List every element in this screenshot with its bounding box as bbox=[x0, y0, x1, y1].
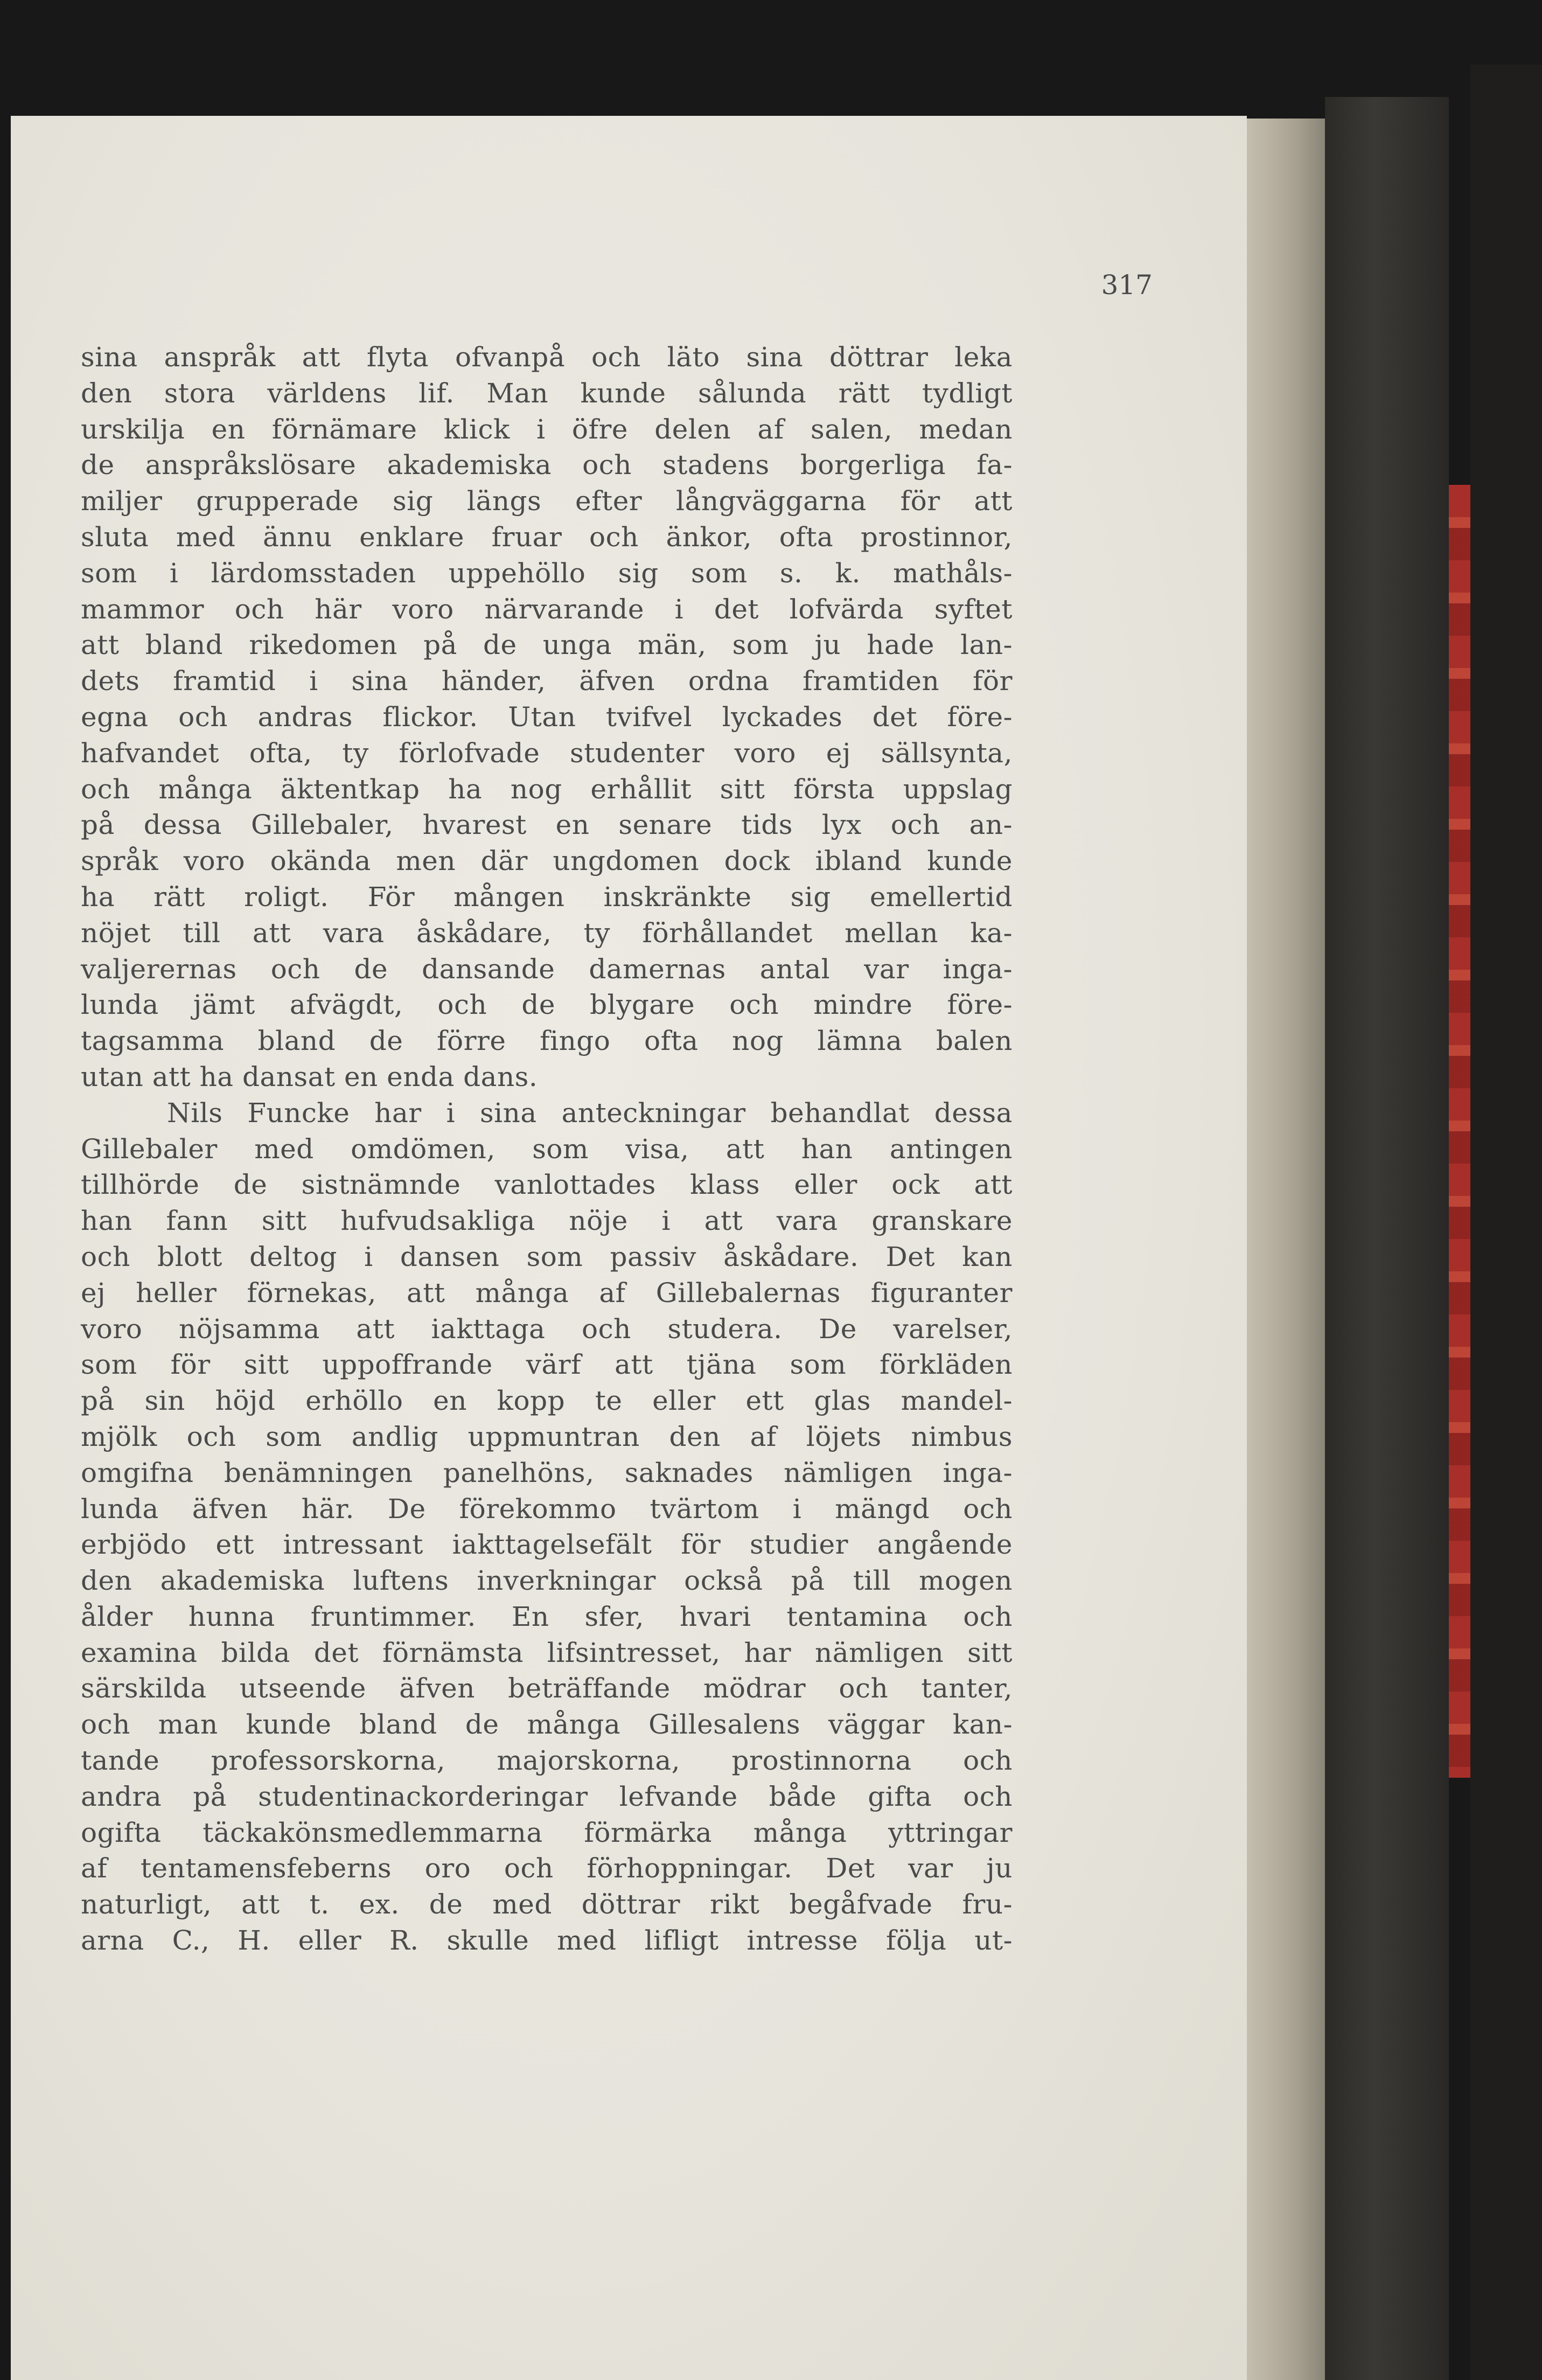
page-stack-edge bbox=[1239, 119, 1325, 2380]
text-line: lunda jämt afvägdt, och de blygare och mindre före- bbox=[81, 989, 1013, 1021]
text-line: Nils Funcke har i sina anteckningar behandlat dessa bbox=[167, 1097, 1013, 1129]
text-line: ej heller förnekas, att många af Gillebalernas figuranter bbox=[81, 1277, 1013, 1309]
text-line: naturligt, att t. ex. de med döttrar rikt begåfvade fru- bbox=[81, 1889, 1013, 1920]
text-line: på dessa Gillebaler, hvarest en senare tids lyx och an- bbox=[81, 809, 1013, 841]
text-line: han fann sitt hufvudsakliga nöje i att vara granskare bbox=[81, 1205, 1013, 1237]
text-line: den stora världens lif. Man kunde sålunda rätt tydligt bbox=[81, 377, 1013, 409]
text-line: på sin höjd erhöllo en kopp te eller ett glas mandel- bbox=[81, 1385, 1013, 1417]
text-line: urskilja en förnämare klick i öfre delen af salen, medan bbox=[81, 413, 1013, 445]
body-text bbox=[81, 339, 1013, 1959]
spine-decoration bbox=[1449, 485, 1470, 1778]
text-line: mammor och här voro närvarande i det lofvärda syftet bbox=[81, 593, 1013, 625]
text-line: språk voro okända men där ungdomen dock ibland kunde bbox=[81, 845, 1013, 877]
text-line: mjölk och som andlig uppmuntran den af löjets nimbus bbox=[81, 1421, 1013, 1452]
text-line: examina bilda det förnämsta lifsintresset, har nämligen sitt bbox=[81, 1637, 1013, 1668]
text-line: tillhörde de sistnämnde vanlottades klass eller ock att bbox=[81, 1169, 1013, 1201]
text-line: särskilda utseende äfven beträffande mödrar och tanter, bbox=[81, 1673, 1013, 1704]
text-line: de anspråkslösare akademiska och stadens borgerliga fa- bbox=[81, 449, 1013, 481]
text-line: att bland rikedomen på de unga män, som ju hade lan- bbox=[81, 629, 1013, 661]
book-cover-edge bbox=[1470, 65, 1542, 2380]
text-line: och många äktentkap ha nog erhållit sitt första uppslag bbox=[81, 773, 1013, 805]
text-line: andra på studentinackorderingar lefvande både gifta och bbox=[81, 1780, 1013, 1812]
text-line: sluta med ännu enklare fruar och änkor, ofta prostinnor, bbox=[81, 521, 1013, 553]
text-line: ogifta täckakönsmedlemmarna förmärka många yttringar bbox=[81, 1817, 1013, 1848]
book-spine bbox=[1325, 97, 1449, 2380]
text-line: den akademiska luftens inverkningar också på till mogen bbox=[81, 1565, 1013, 1597]
text-line: Gillebaler med omdömen, som visa, att han antingen bbox=[81, 1133, 1013, 1165]
text-line: ålder hunna fruntimmer. En sfer, hvari tentamina och bbox=[81, 1600, 1013, 1632]
text-line: ha rätt roligt. För mången inskränkte sig emellertid bbox=[81, 881, 1013, 913]
text-line: nöjet till att vara åskådare, ty förhållandet mellan ka- bbox=[81, 917, 1013, 949]
text-line: hafvandet ofta, ty förlofvade studenter voro ej sällsynta, bbox=[81, 737, 1013, 769]
text-line: miljer grupperade sig längs efter långväggarna för att bbox=[81, 485, 1013, 517]
text-line: tagsamma bland de förre fingo ofta nog lämna balen bbox=[81, 1025, 1013, 1057]
text-line: och blott deltog i dansen som passiv åskådare. Det kan bbox=[81, 1241, 1013, 1272]
text-line: utan att ha dansat en enda dans. bbox=[81, 1061, 538, 1092]
page-number: 317 bbox=[1101, 269, 1153, 301]
text-line: lunda äfven här. De förekommo tvärtom i mängd och bbox=[81, 1493, 1013, 1525]
text-line: arna C., H. eller R. skulle med lifligt intresse följa ut- bbox=[81, 1925, 1013, 1957]
text-line: voro nöjsamma att iakttaga och studera. De varelser, bbox=[81, 1313, 1013, 1345]
text-line: egna och andras flickor. Utan tvifvel lyckades det före- bbox=[81, 701, 1013, 733]
text-line: som för sitt uppoffrande värf att tjäna som förkläden bbox=[81, 1349, 1013, 1381]
text-line: erbjödo ett intressant iakttagelsefält för studier angående bbox=[81, 1529, 1013, 1561]
text-line: dets framtid i sina händer, äfven ordna framtiden för bbox=[81, 665, 1013, 697]
text-line: och man kunde bland de många Gillesalens väggar kan- bbox=[81, 1709, 1013, 1741]
text-line: tande professorskorna, majorskorna, prostinnorna och bbox=[81, 1745, 1013, 1777]
text-line: som i lärdomsstaden uppehöllo sig som s. k. mathåls- bbox=[81, 557, 1013, 589]
text-line: omgifna benämningen panelhöns, saknades nämligen inga- bbox=[81, 1457, 1013, 1488]
text-line: sina anspråk att flyta ofvanpå och läto sina döttrar leka bbox=[81, 342, 1013, 373]
text-line: af tentamensfeberns oro och förhoppningar. Det var ju bbox=[81, 1853, 1013, 1884]
text-line: valjerernas och de dansande damernas antal var inga- bbox=[81, 953, 1013, 985]
